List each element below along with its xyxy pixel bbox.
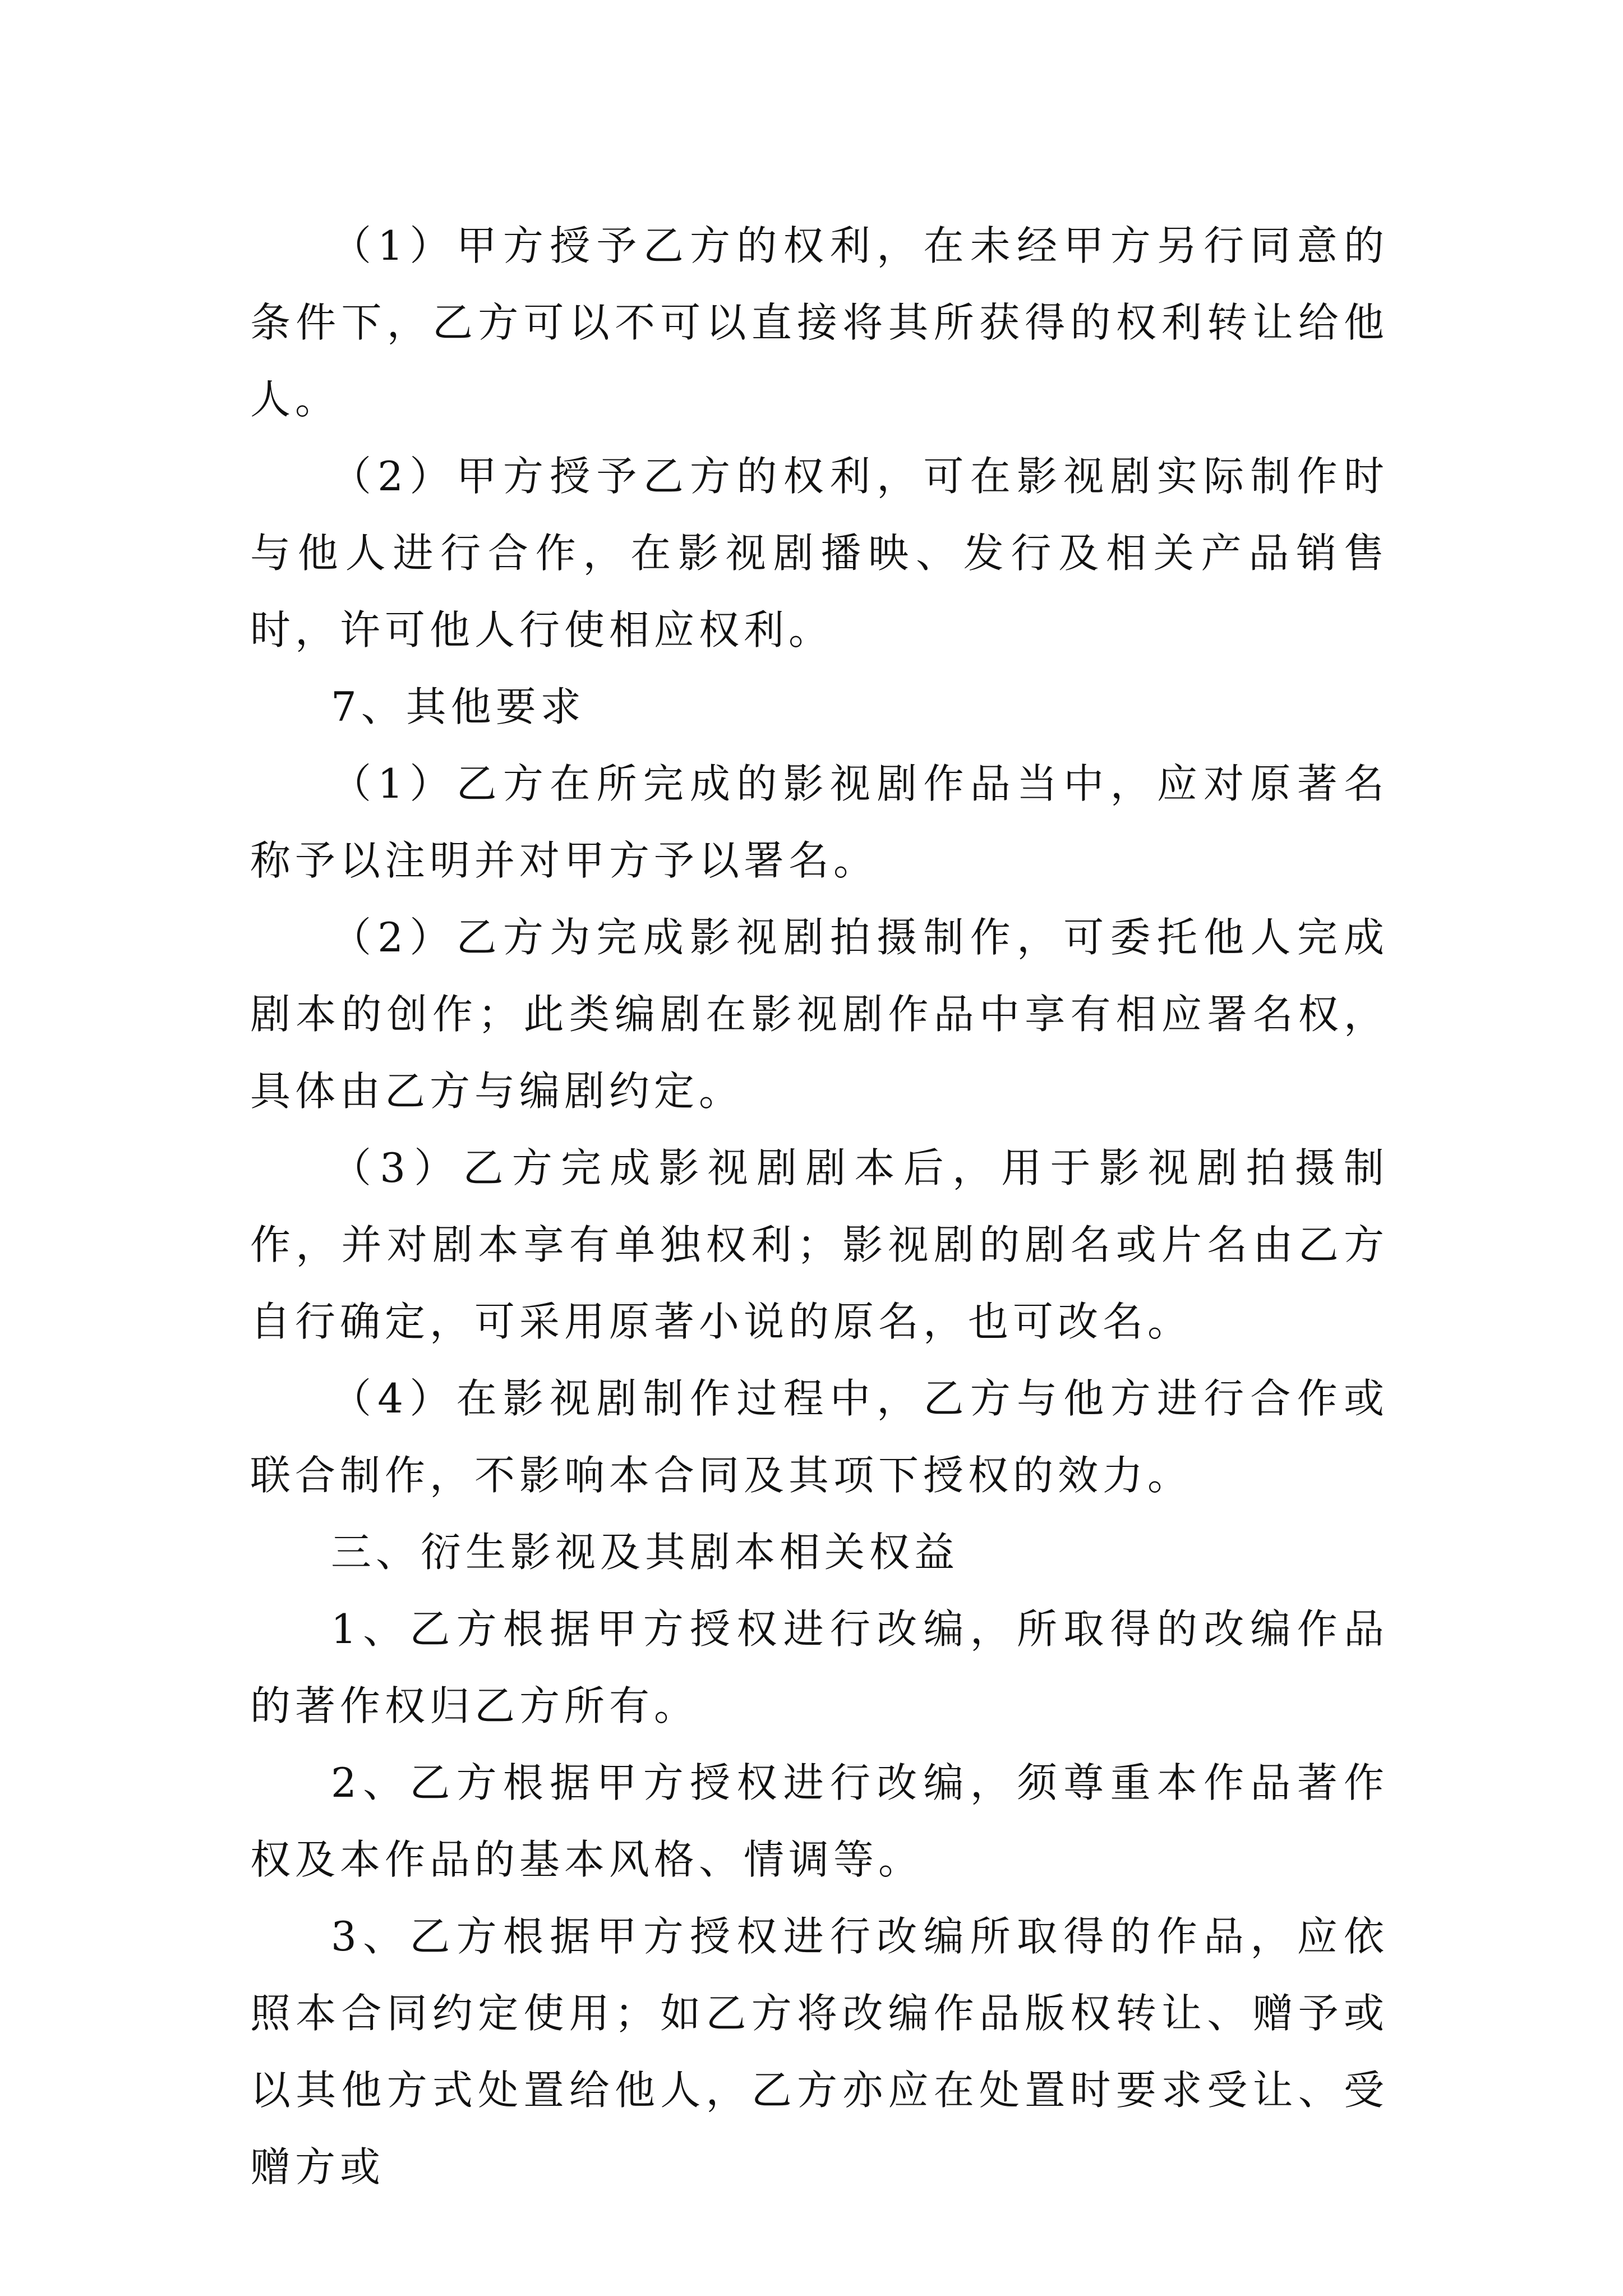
document-body: [250, 208, 1389, 2206]
section-heading-derivative-rights: 三、衍生影视及其剧本相关权益: [331, 1529, 960, 1576]
paragraph-rights-cooperation: （2）甲方授予乙方的权利，可在影视剧实际制作时与他人进行合作，在影视剧播映、发行及相关产品销售时，许可他人行使相应权利。: [250, 453, 1389, 654]
section-heading-other-requirements: 7、其他要求: [331, 683, 585, 730]
paragraph-script-rights: （3）乙方完成影视剧剧本后，用于影视剧拍摄制作，并对剧本享有单独权利；影视剧的剧名或片名由乙方自行确定，可采用原著小说的原名，也可改名。: [250, 1144, 1389, 1345]
paragraph-respect-original: 2、乙方根据甲方授权进行改编，须尊重本作品著作权及本作品的基本风格、情调等。: [250, 1759, 1389, 1883]
paragraph-adaptation-copyright: 1、乙方根据甲方授权进行改编，所取得的改编作品的著作权归乙方所有。: [250, 1605, 1389, 1729]
paragraph-rights-transfer: （1）甲方授予乙方的权利，在未经甲方另行同意的条件下，乙方可以不可以直接将其所获得的权利转让给他人。: [250, 222, 1389, 423]
paragraph-screenwriter: （2）乙方为完成影视剧拍摄制作，可委托他人完成剧本的创作；此类编剧在影视剧作品中享有相应署名权，具体由乙方与编剧约定。: [250, 914, 1389, 1115]
paragraph-adapted-work-use: 3、乙方根据甲方授权进行改编所取得的作品，应依照本合同约定使用；如乙方将改编作品版权转让、赠予或以其他方式处置给他人，乙方亦应在处置时要求受让、受赠方或: [250, 1913, 1389, 2191]
paragraph-joint-production: （4）在影视剧制作过程中，乙方与他方进行合作或联合制作，不影响本合同及其项下授权的效力。: [250, 1375, 1389, 1499]
paragraph-attribution: （1）乙方在所完成的影视剧作品当中，应对原著名称予以注明并对甲方予以署名。: [250, 760, 1389, 884]
